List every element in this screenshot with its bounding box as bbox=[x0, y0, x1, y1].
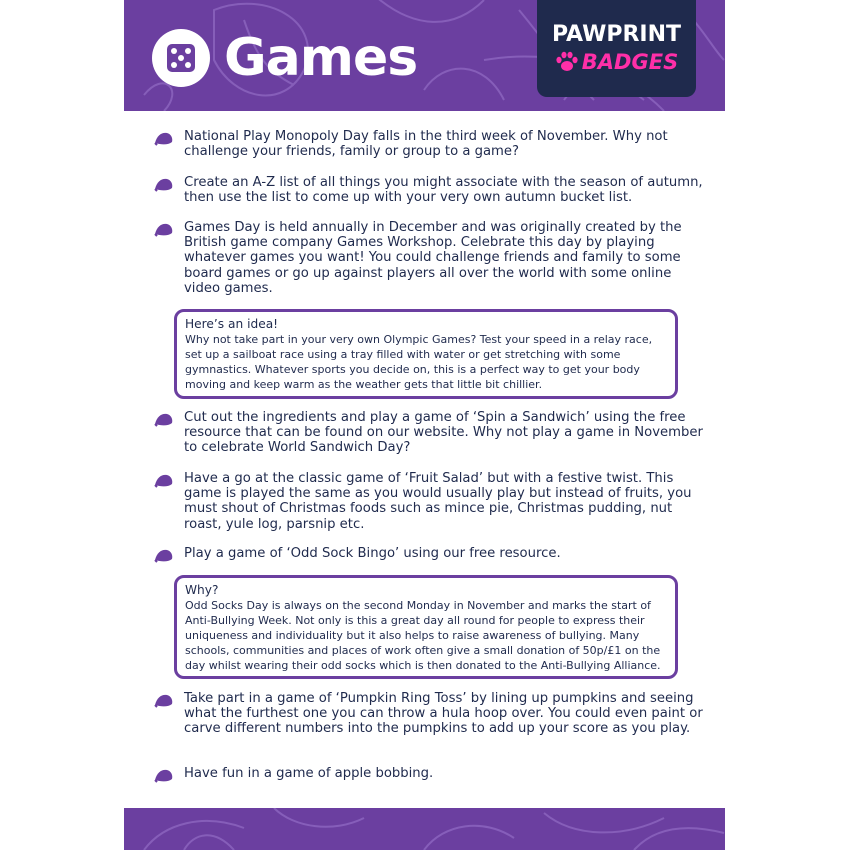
leaf-bullet-icon bbox=[154, 131, 174, 147]
leaf-decoration bbox=[124, 808, 725, 850]
list-item-text: Have a go at the classic game of ‘Fruit Salad’ but with a festive twist. This game is played the same as you would usually play but instead of fruits, you must shout of Christmas foods such as mince pie, Christmas pudding, nut roast, yule log, parsnip etc. bbox=[184, 471, 692, 532]
brand-logo bbox=[537, 0, 696, 97]
leaf-bullet-icon bbox=[154, 548, 174, 564]
footer-banner bbox=[124, 808, 725, 850]
document-page bbox=[124, 0, 725, 850]
why-callout-box bbox=[174, 575, 678, 679]
callout-body: Odd Socks Day is always on the second Monday in November and marks the start of Anti-Bullying Week. Not only is this a great day all round for people to express their uniqueness and individuality but it also helps to raise awareness of bullying. Many schools, communities and places of work often give a small donation of 50p/£1 on the day whilst wearing their odd socks which is then donated to the Anti-Bullying Alliance. bbox=[185, 599, 661, 672]
brand-name: PAWPRINT bbox=[551, 22, 682, 47]
leaf-bullet-icon bbox=[154, 222, 174, 238]
list-item-text: Create an A-Z list of all things you might associate with the season of autumn, then use the list to come up with your very own autumn bucket list. bbox=[184, 175, 703, 206]
brand-badges-text: BADGES bbox=[581, 50, 679, 74]
callout-title: Why? bbox=[185, 583, 219, 597]
list-item-text: Games Day is held annually in December and was originally created by the British game company Games Workshop. Celebrate this day by playing whatever games you want! You could challenge friends and family to some board games or go up against players all over the world with some online video games. bbox=[184, 220, 682, 296]
leaf-bullet-icon bbox=[154, 177, 174, 193]
callout-title: Here’s an idea! bbox=[185, 317, 279, 331]
list-item-text: Cut out the ingredients and play a game of ‘Spin a Sandwich’ using the free resource that can be found on our website. Why not play a game in November to celebrate World Sandwich Day? bbox=[184, 410, 703, 456]
list-item-text: Take part in a game of ‘Pumpkin Ring Toss’ by lining up pumpkins and seeing what the furthest one you can throw a hula hoop over. You could even paint or carve different numbers into the pumpkins to add up your score as you play. bbox=[184, 691, 703, 737]
leaf-bullet-icon bbox=[154, 473, 174, 489]
title-group bbox=[152, 28, 417, 88]
paw-icon bbox=[555, 51, 579, 73]
leaf-bullet-icon bbox=[154, 412, 174, 428]
callout-body: Why not take part in your very own Olympic Games? Test your speed in a relay race, set up a sailboat race using a tray filled with water or get stretching with some gymnastics. Whatever sports you decide on, this is a perfect way to get your body moving and keep warm as the weather gets that little bit chillier. bbox=[185, 333, 653, 391]
idea-callout-box bbox=[174, 309, 678, 399]
leaf-bullet-icon bbox=[154, 693, 174, 709]
header-banner bbox=[124, 0, 725, 111]
page-title: Games bbox=[224, 28, 418, 88]
list-item-text: Have fun in a game of apple bobbing. bbox=[184, 766, 434, 781]
list-item-text: National Play Monopoly Day falls in the third week of November. Why not challenge your friends, family or group to a game? bbox=[184, 129, 668, 160]
dice-icon bbox=[152, 29, 210, 87]
brand-tagline bbox=[555, 49, 678, 75]
leaf-bullet-icon bbox=[154, 768, 174, 784]
list-item-text: Play a game of ‘Odd Sock Bingo’ using our free resource. bbox=[184, 546, 561, 561]
